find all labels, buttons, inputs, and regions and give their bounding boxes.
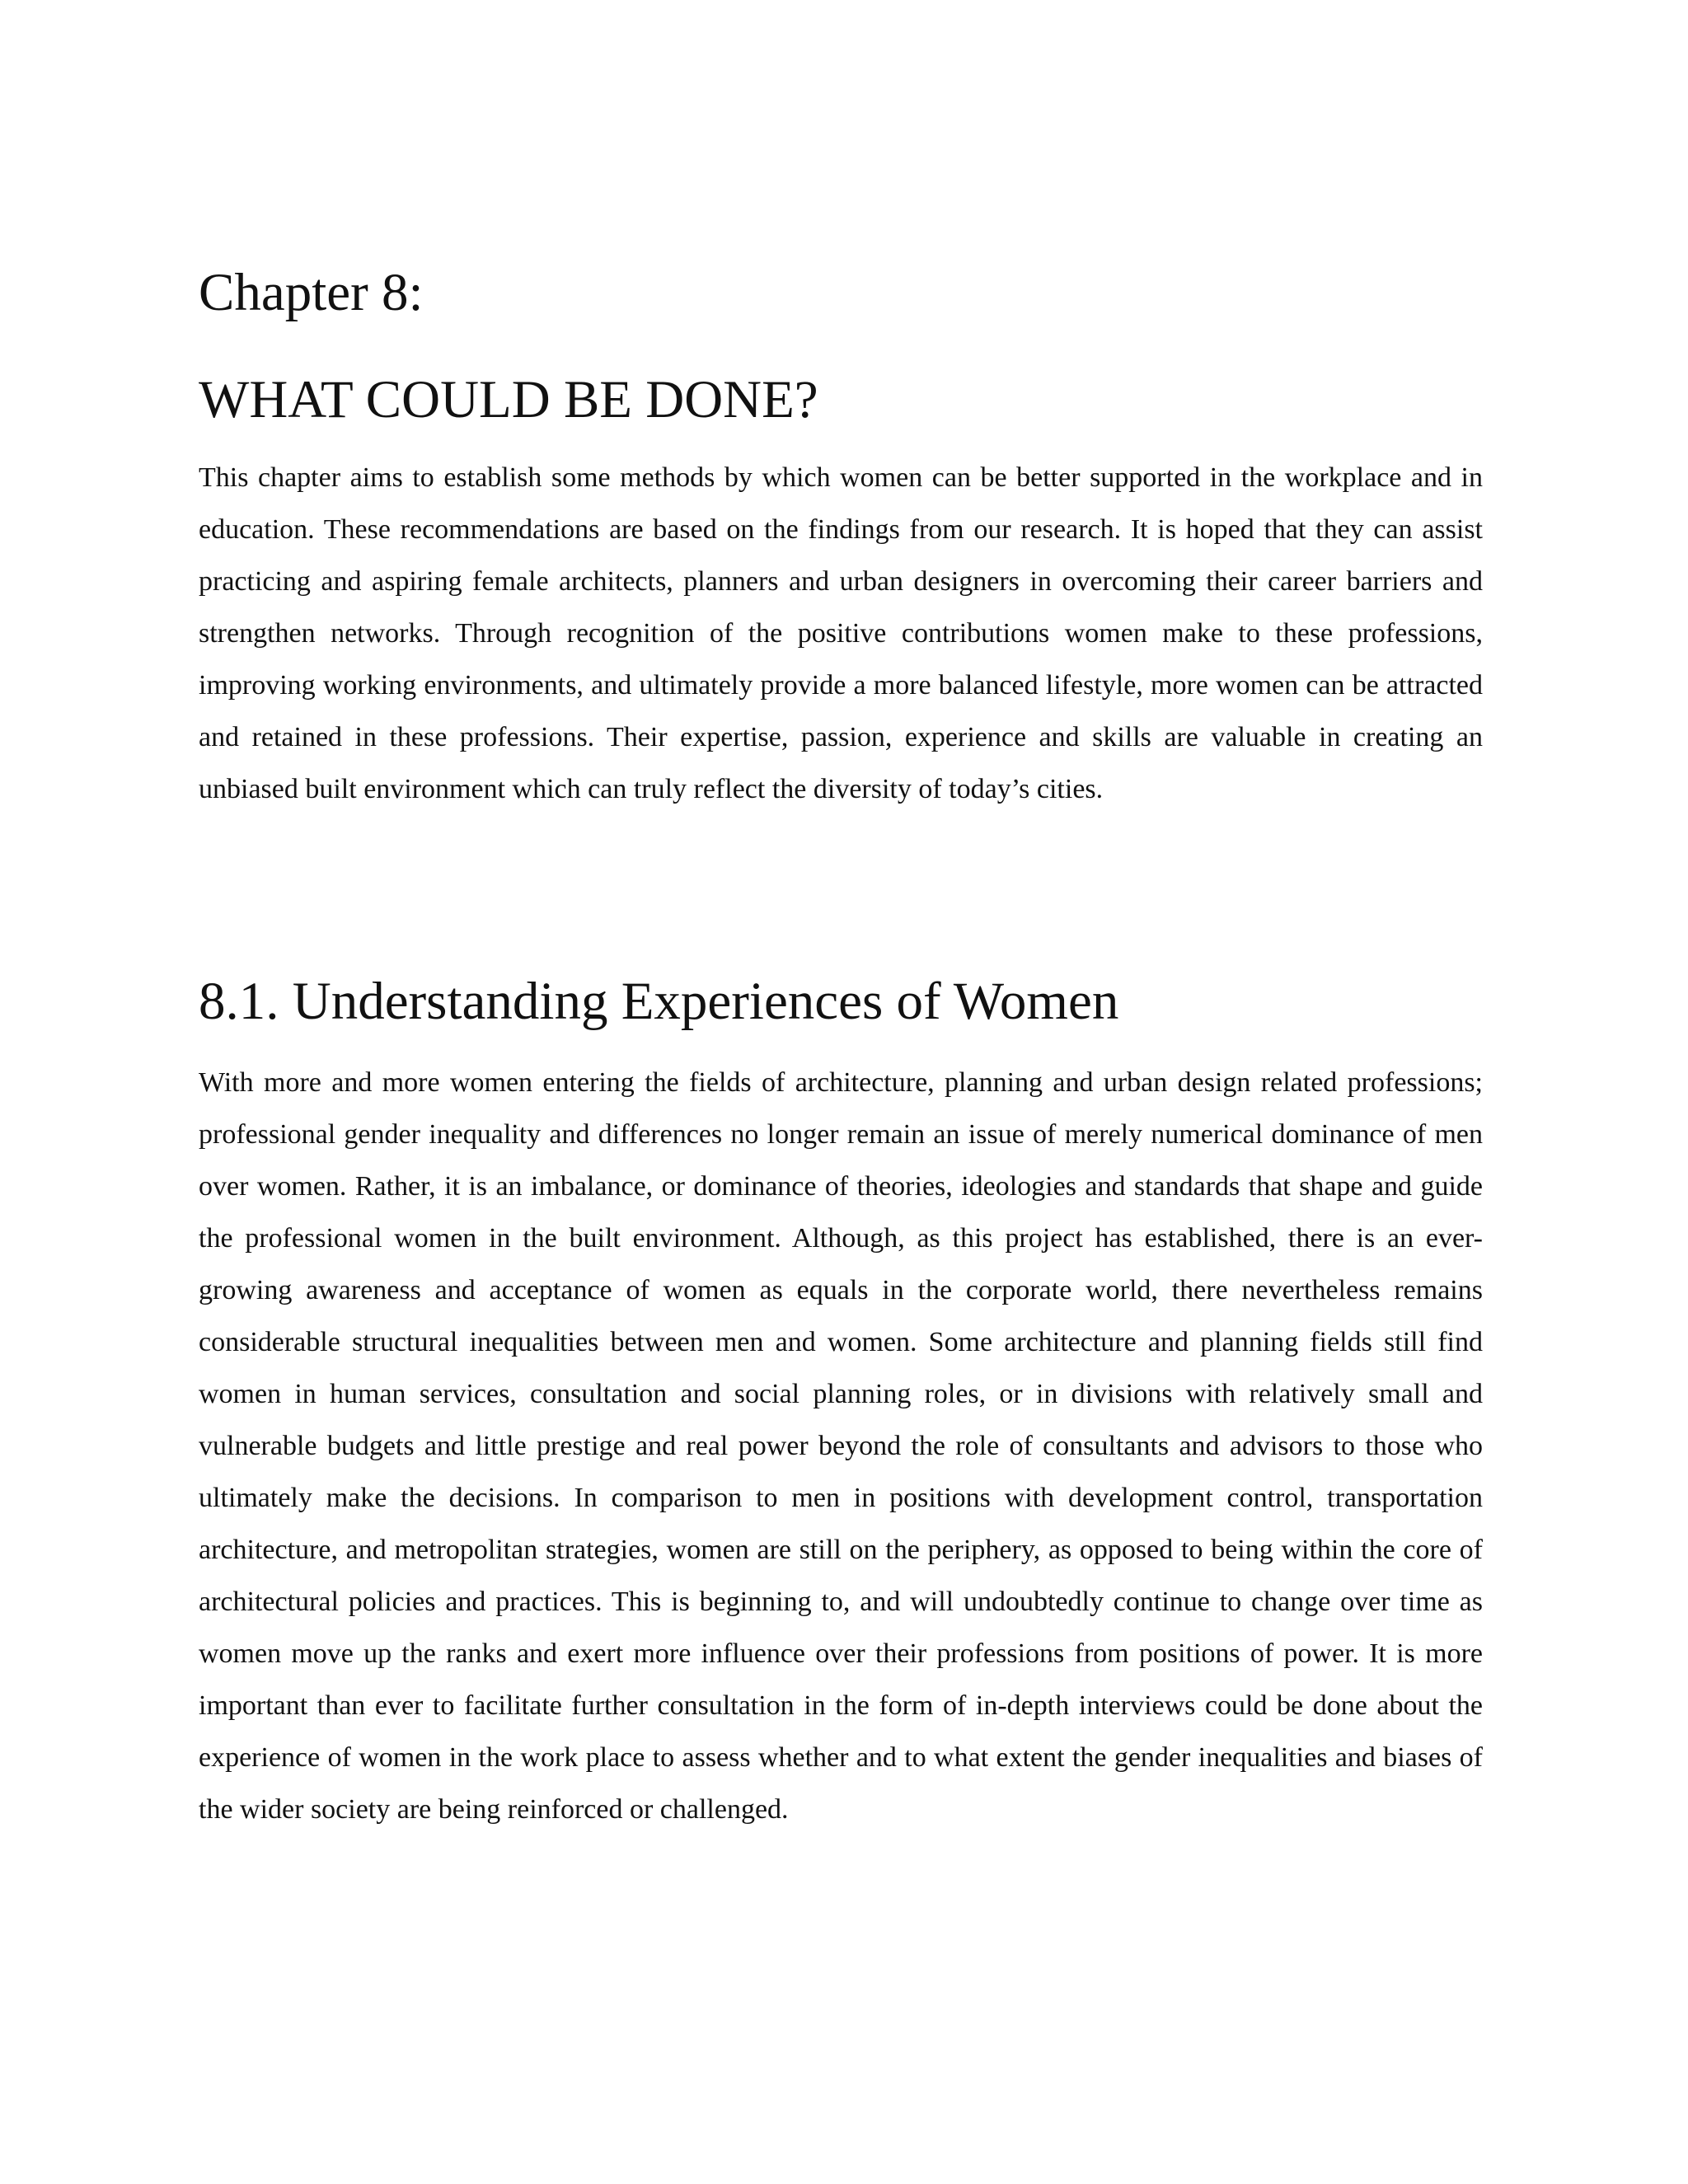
chapter-title: WHAT COULD BE DONE? [199,370,818,429]
chapter-label: Chapter 8: [199,263,424,322]
chapter-intro-paragraph: This chapter aims to establish some methods by which women can be better supported in the workplace and in education. These recommendations are based on the findings from our research. It is hoped that they can assist practicing and aspiring female architects, planners and urban designers in overcoming their career barriers and strengthen networks. Through recognition of the positive contributions women make to these professions, improving working environments, and ultimately provide a more balanced lifestyle, more women can be attracted and retained in these professions. Their expertise, passion, experience and skills are valuable in creating an unbiased built environment which can truly reflect the diversity of today’s cities. [199,462,1483,804]
section-body-paragraph: With more and more women entering the fields of architecture, planning and urban design related professions; professional gender inequality and differences no longer remain an issue of merely numerical dominance of men over women. Rather, it is an imbalance, or dominance of theories, ideologies and standards that shape and guide the professional women in the built environment. Although, as this project has established, there is an ever-growing awareness and acceptance of women as equals in the corporate world, there nevertheless remains considerable structural inequalities between men and women. Some architecture and planning fields still find women in human services, consultation and social planning roles, or in divisions with relatively small and vulnerable budgets and little prestige and real power beyond the role of consultants and advisors to those who ultimately make the decisions. In comparison to men in positions with development control, transportation architecture, and metropolitan strategies, women are still on the periphery, as opposed to being within the core of architectural policies and practices. This is beginning to, and will undoubtedly continue to change over time as women move up the ranks and exert more influence over their professions from positions of power. It is more important than ever to facilitate further consultation in the form of in-depth interviews could be done about the experience of women in the work place to assess whether and to what extent the gender inequalities and biases of the wider society are being reinforced or challenged. [199,1067,1483,1825]
section-heading: 8.1. Understanding Experiences of Women [199,972,1119,1031]
